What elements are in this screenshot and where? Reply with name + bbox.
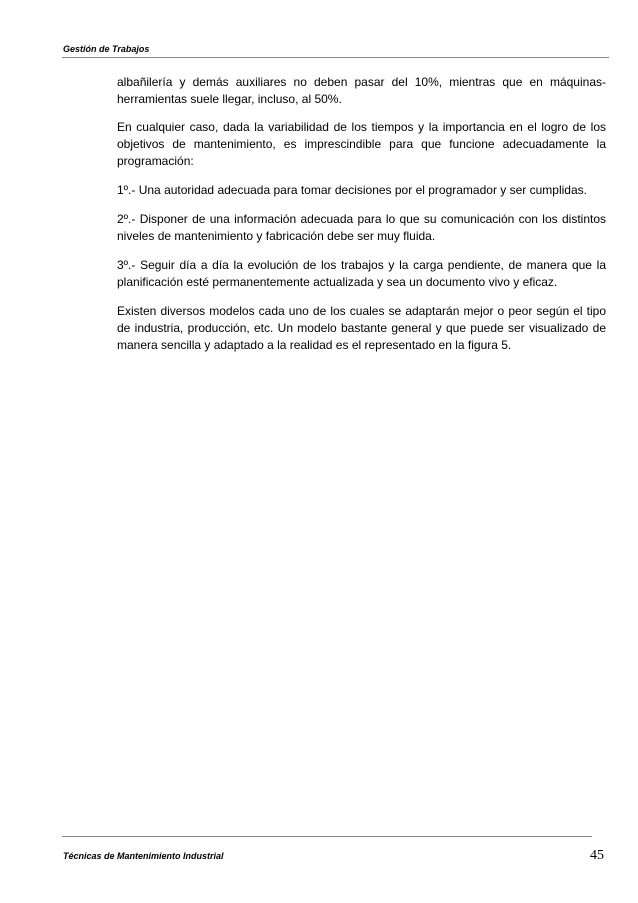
footer-divider (62, 836, 592, 837)
paragraph-models: Existen diversos modelos cada uno de los cuales se adaptarán mejor o peor según el tipo de industria, producción, etc. Un modelo bastante general y que puede ser visualizado de manera sencilla y adaptado a la realidad es el representado en la figura 5. (117, 304, 606, 352)
paragraph-continuation: albañilería y demás auxiliares no deben pasar del 10%, mientras que en máquinas-herramientas suele llegar, incluso, al 50%. (117, 75, 606, 106)
body-text (117, 74, 606, 366)
header-title: Gestión de Trabajos (63, 44, 150, 54)
paragraph-point-3: 3º.- Seguir día a día la evolución de los trabajos y la carga pendiente, de manera que la planificación esté permanentemente actualizada y sea un documento vivo y eficaz. (117, 258, 606, 289)
paragraph-point-2: 2º.- Disponer de una información adecuada para lo que su comunicación con los distintos niveles de mantenimiento y fabricación debe ser muy fluida. (117, 212, 606, 243)
page-number: 45 (590, 848, 604, 863)
header-divider (62, 57, 609, 58)
paragraph-point-1: 1º.- Una autoridad adecuada para tomar decisiones por el programador y ser cumplidas. (117, 183, 587, 197)
footer-title: Técnicas de Mantenimiento Industrial (63, 851, 224, 861)
paragraph-intro: En cualquier caso, dada la variabilidad de los tiempos y la importancia en el logro de los objetivos de mantenimiento, es imprescindible para que funcione adecuadamente la programación: (117, 120, 606, 168)
